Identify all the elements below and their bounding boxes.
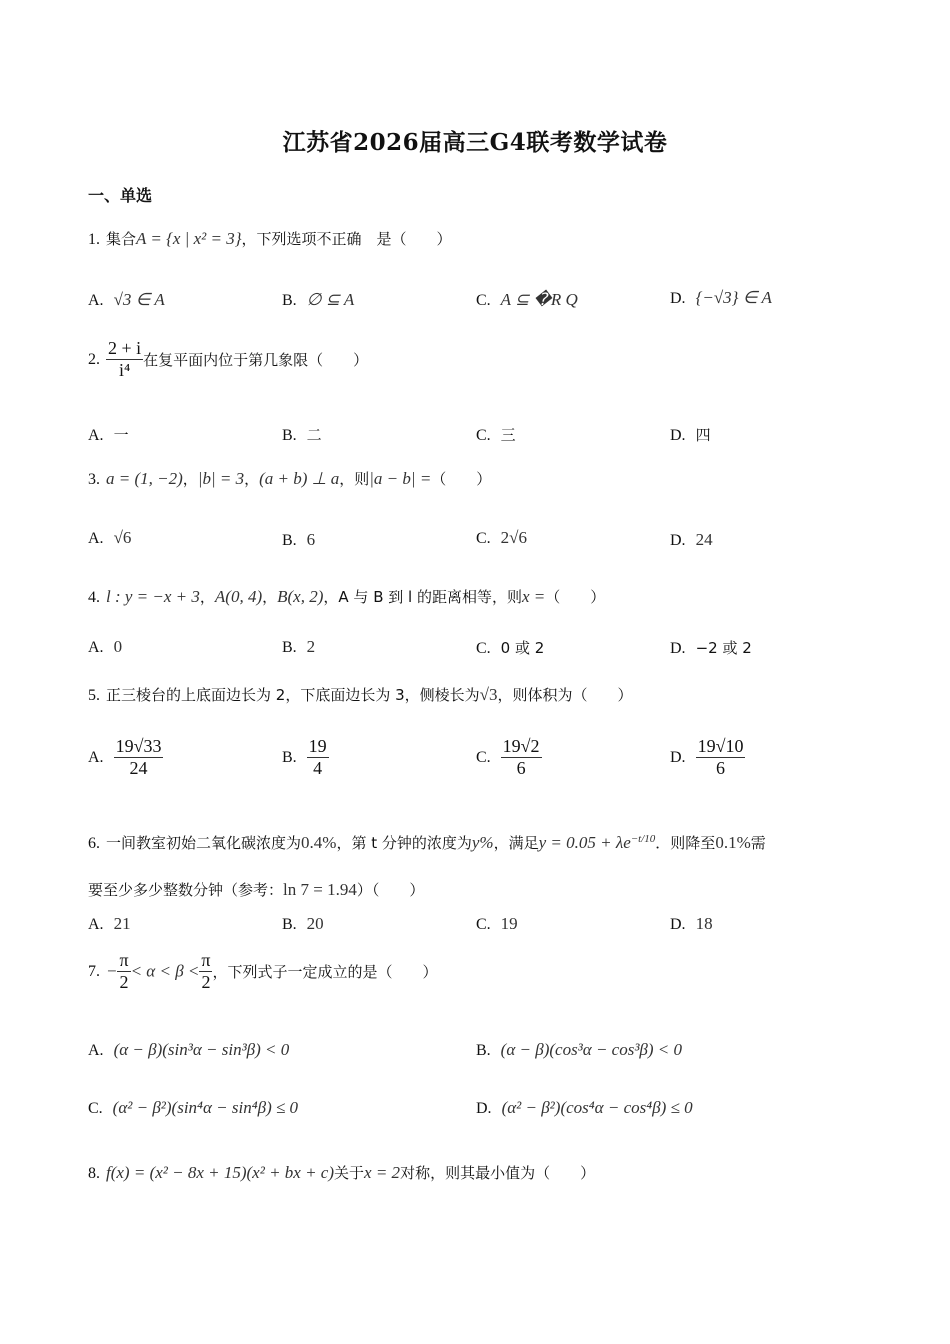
option-a[interactable] xyxy=(88,528,131,548)
fraction-denominator: 24 xyxy=(114,757,164,779)
option-a[interactable] xyxy=(88,290,165,310)
option-text: 2 xyxy=(306,637,316,656)
option-label: D. xyxy=(670,290,686,307)
option-math: 24 xyxy=(695,530,713,549)
question-number: 1. xyxy=(88,231,100,248)
option-label: B. xyxy=(282,916,297,933)
option-text: 三 xyxy=(500,426,516,444)
option-text: −2 或 2 xyxy=(695,639,752,657)
option-math: √3 ∈ A xyxy=(113,290,165,309)
option-math: ∅ ⊆ A xyxy=(306,290,355,309)
question-text: ，A 与 B 到 l 的距离相等，则 xyxy=(323,588,522,606)
point-b: B(x, 2) xyxy=(277,587,324,606)
question-number: 3. xyxy=(88,471,100,488)
question-text: 对称，则其最小值为（ ） xyxy=(400,1164,596,1182)
question-6 xyxy=(88,832,766,853)
option-label: C. xyxy=(476,640,491,657)
option-label: B. xyxy=(282,532,297,549)
option-label: B. xyxy=(282,427,297,444)
edge-length: √3 xyxy=(479,685,498,704)
inequality: < α < β < xyxy=(130,961,200,981)
separator: ，则 xyxy=(339,470,370,488)
option-fraction xyxy=(696,736,746,779)
target-expression: |a − b| = xyxy=(369,469,432,488)
pi-over-two xyxy=(199,950,212,993)
option-d[interactable] xyxy=(476,1098,693,1118)
option-label: A. xyxy=(88,530,104,547)
option-text: 四 xyxy=(695,426,711,444)
fraction-numerator: 19 xyxy=(308,736,327,756)
option-math: 2√6 xyxy=(500,528,528,547)
fraction-numerator: 19√10 xyxy=(697,736,744,756)
fraction-denominator: i⁴ xyxy=(106,359,143,381)
option-label: C. xyxy=(88,1100,103,1117)
fraction-numerator: 19√2 xyxy=(502,736,540,756)
fraction-denominator: 6 xyxy=(696,757,746,779)
option-label: A. xyxy=(88,1042,104,1059)
question-text: ，第 t 分钟的浓度为 xyxy=(336,834,472,852)
question-number: 2. xyxy=(88,350,100,368)
option-label: B. xyxy=(476,1042,491,1059)
complex-fraction xyxy=(106,338,143,381)
option-label: A. xyxy=(88,427,104,444)
option-c[interactable] xyxy=(476,290,578,310)
option-label: D. xyxy=(670,427,686,444)
option-a[interactable] xyxy=(88,637,122,657)
option-c[interactable] xyxy=(476,637,544,658)
option-d[interactable] xyxy=(670,914,713,934)
fraction-denominator: 4 xyxy=(307,757,329,779)
fraction-denominator: 6 xyxy=(501,757,542,779)
fraction-numerator: 2 + i xyxy=(108,338,142,358)
separator: ， xyxy=(199,588,215,606)
option-fraction xyxy=(307,736,329,779)
question-4 xyxy=(88,586,605,607)
question-text: 要至少多少整数分钟（参考： xyxy=(88,881,284,899)
option-text: 0 xyxy=(113,637,123,656)
question-number: 7. xyxy=(88,962,100,980)
question-1 xyxy=(88,228,452,249)
option-a[interactable] xyxy=(88,914,131,934)
symmetry-axis: x = 2 xyxy=(364,1163,401,1182)
fraction-numerator: π xyxy=(201,950,211,970)
option-d[interactable] xyxy=(670,637,752,658)
minus-sign: − xyxy=(106,961,118,981)
perpendicular-condition: (a + b) ⊥ a xyxy=(259,469,340,488)
option-d[interactable] xyxy=(670,424,711,445)
fraction-numerator: π xyxy=(119,950,129,970)
option-text: 21 xyxy=(113,914,131,933)
question-5 xyxy=(88,684,633,705)
formula: y = 0.05 + λe xyxy=(538,833,631,852)
question-6-line-2 xyxy=(88,879,424,900)
exam-title: 江苏省2026届高三G4联考数学试卷 xyxy=(282,129,668,156)
option-b[interactable] xyxy=(282,637,315,657)
question-text: ，下列选项不正确 是（ ） xyxy=(241,230,452,248)
option-label: C. xyxy=(476,292,491,309)
option-math: {−√3} ∈ A xyxy=(695,288,772,307)
question-text: 集合 xyxy=(106,230,137,248)
vector-b-norm: |b| = 3 xyxy=(197,469,245,488)
option-label: D. xyxy=(670,532,686,549)
question-number: 8. xyxy=(88,1165,100,1182)
option-d[interactable] xyxy=(670,288,772,308)
formula-exponent: −t/10 xyxy=(630,833,656,845)
vector-a: a = (1, −2) xyxy=(106,469,183,488)
question-text: 一间教室初始二氧化碳浓度为 xyxy=(106,834,302,852)
option-a[interactable] xyxy=(88,736,163,779)
option-label: A. xyxy=(88,916,104,933)
question-text: ，满足 xyxy=(493,834,539,852)
option-label: A. xyxy=(88,292,104,309)
target-concentration: 0.1% xyxy=(715,833,751,852)
question-number: 5. xyxy=(88,687,100,704)
option-text: 20 xyxy=(306,914,324,933)
option-label: C. xyxy=(476,916,491,933)
option-math: √6 xyxy=(113,528,132,547)
pi-over-two xyxy=(117,950,130,993)
option-fraction xyxy=(114,736,164,779)
concentration-var: y% xyxy=(471,833,494,852)
option-label: D. xyxy=(670,916,686,933)
option-c[interactable] xyxy=(476,736,542,779)
separator: ， xyxy=(182,470,198,488)
fraction-denominator: 2 xyxy=(199,971,212,993)
option-a[interactable] xyxy=(88,424,129,445)
option-text: 18 xyxy=(695,914,713,933)
question-number: 6. xyxy=(88,835,100,852)
question-text: ．则降至 xyxy=(655,834,716,852)
option-label: B. xyxy=(282,639,297,656)
option-label: C. xyxy=(476,530,491,547)
function-definition: f(x) = (x² − 8x + 15)(x² + bx + c) xyxy=(106,1163,335,1182)
option-b[interactable] xyxy=(282,290,354,310)
option-b[interactable] xyxy=(476,1040,682,1060)
option-math: (α − β)(sin³α − sin³β) < 0 xyxy=(113,1040,290,1059)
option-math: (α − β)(cos³α − cos³β) < 0 xyxy=(500,1040,683,1059)
option-math: A ⊆ �R Q xyxy=(500,290,578,309)
option-b[interactable] xyxy=(282,530,315,550)
question-text: ）（ ） xyxy=(356,881,425,899)
option-label: D. xyxy=(476,1100,492,1117)
option-d[interactable] xyxy=(670,736,745,779)
option-label: D. xyxy=(670,748,686,766)
option-a[interactable] xyxy=(88,1040,289,1060)
question-text: 关于 xyxy=(334,1164,365,1182)
option-text: 19 xyxy=(500,914,518,933)
question-text: （ ） xyxy=(545,588,606,606)
option-label: C. xyxy=(476,748,491,766)
question-3 xyxy=(88,468,491,489)
option-text: 二 xyxy=(306,426,322,444)
question-text: 在复平面内位于第几象限（ ） xyxy=(143,351,369,369)
question-text: 需 xyxy=(750,834,766,852)
line-equation: l : y = −x + 3 xyxy=(106,587,200,606)
option-math: 6 xyxy=(306,530,316,549)
fraction-denominator: 2 xyxy=(117,971,130,993)
option-text: 0 或 2 xyxy=(500,639,545,657)
option-c[interactable] xyxy=(476,914,518,934)
option-c[interactable] xyxy=(476,528,527,548)
option-label: C. xyxy=(476,427,491,444)
question-7 xyxy=(88,950,438,993)
option-label: A. xyxy=(88,748,104,766)
option-b[interactable] xyxy=(282,424,322,445)
option-math: (α² − β²)(cos⁴α − cos⁴β) ≤ 0 xyxy=(501,1098,693,1117)
question-text: ，下列式子一定成立的是（ ） xyxy=(212,963,438,981)
fraction-numerator: 19√33 xyxy=(115,736,162,756)
option-d[interactable] xyxy=(670,530,713,550)
target-expression: x = xyxy=(521,587,546,606)
question-2 xyxy=(88,338,368,381)
question-number: 4. xyxy=(88,589,100,606)
section-heading: 一、单选 xyxy=(88,186,153,205)
initial-concentration: 0.4% xyxy=(301,833,337,852)
separator: ， xyxy=(262,588,278,606)
option-b[interactable] xyxy=(282,736,329,779)
question-text: （ ） xyxy=(431,470,492,488)
option-label: B. xyxy=(282,292,297,309)
set-expression: A = {x | x² = 3} xyxy=(136,229,242,248)
option-label: D. xyxy=(670,640,686,657)
reference-value: ln 7 = 1.94 xyxy=(283,880,357,899)
option-math: (α² − β²)(sin⁴α − sin⁴β) ≤ 0 xyxy=(112,1098,299,1117)
option-text: 一 xyxy=(113,426,129,444)
question-text: ，则体积为（ ） xyxy=(497,686,633,704)
question-text: 正三棱台的上底面边长为 2，下底面边长为 3，侧棱长为 xyxy=(106,686,480,704)
option-c[interactable] xyxy=(88,1098,298,1118)
point-a: A(0, 4) xyxy=(214,587,263,606)
option-label: B. xyxy=(282,748,297,766)
option-fraction xyxy=(501,736,542,779)
separator: ， xyxy=(244,470,260,488)
question-8 xyxy=(88,1162,595,1183)
option-b[interactable] xyxy=(282,914,324,934)
option-c[interactable] xyxy=(476,424,516,445)
option-label: A. xyxy=(88,639,104,656)
